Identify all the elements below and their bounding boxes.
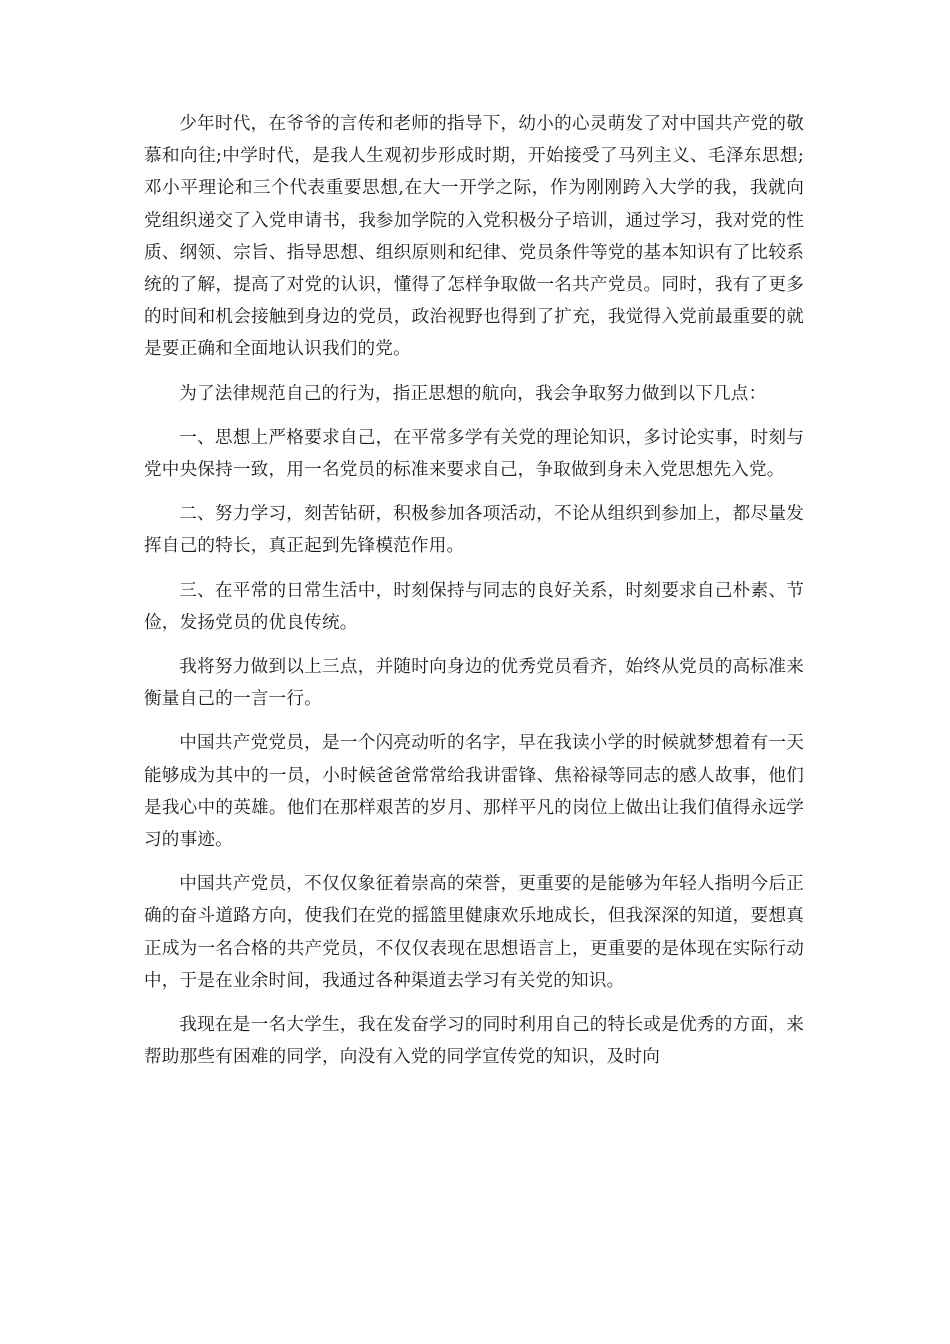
- paragraph-6: 我将努力做到以上三点，并随时向身边的优秀党员看齐，始终从党员的高标准来衡量自己的一言一行。: [144, 657, 804, 710]
- paragraph-7: 中国共产党党员，是一个闪亮动听的名字，早在我读小学的时候就梦想着有一天能够成为其中的一员，小时候爸爸常常给我讲雷锋、焦裕禄等同志的感人故事，他们是我心中的英雄。他们在那样艰苦的岁月、那样平凡的岗位上做出让我们值得永远学习的事迹。: [144, 733, 804, 851]
- paragraph-4: 二、努力学习，刻苦钻研，积极参加各项活动，不论从组织到参加上，都尽量发挥自己的特长，真正起到先锋模范作用。: [144, 504, 804, 557]
- paragraph-9: 我现在是一名大学生，我在发奋学习的同时利用自己的特长或是优秀的方面，来帮助那些有困难的同学，向没有入党的同学宣传党的知识，及时向: [144, 1015, 804, 1068]
- paragraph-5: 三、在平常的日常生活中，时刻保持与同志的良好关系，时刻要求自己朴素、节俭，发扬党员的优良传统。: [144, 580, 804, 633]
- document-page: [144, 108, 804, 1085]
- paragraph-8: 中国共产党员，不仅仅象征着崇高的荣誉，更重要的是能够为年轻人指明今后正确的奋斗道路方向，使我们在党的摇篮里健康欢乐地成长，但我深深的知道，要想真正成为一名合格的共产党员，不仅仅表现在思想语言上，更重要的是体现在实际行动中，于是在业余时间，我通过各种渠道去学习有关党的知识。: [144, 874, 804, 991]
- paragraph-1: 少年时代，在爷爷的言传和老师的指导下，幼小的心灵萌发了对中国共产党的敬慕和向往;中学时代，是我人生观初步形成时期，开始接受了马列主义、毛泽东思想;邓小平理论和三个代表重要思想,在大一开学之际，作为刚刚跨入大学的我，我就向党组织递交了入党申请书，我参加学院的入党积极分子培训，通过学习，我对党的性质、纲领、宗旨、指导思想、组织原则和纪律、党员条件等党的基本知识有了比较系统的了解，提高了对党的认识，懂得了怎样争取做一名共产党员。同时，我有了更多的时间和机会接触到身边的党员，政治视野也得到了扩充，我觉得入党前最重要的就是要正确和全面地认识我们的党。: [144, 114, 804, 360]
- paragraph-3: 一、思想上严格要求自己，在平常多学有关党的理论知识，多讨论实事，时刻与党中央保持一致，用一名党员的标准来要求自己，争取做到身未入党思想先入党。: [144, 427, 804, 481]
- paragraph-2: 为了法律规范自己的行为，指正思想的航向，我会争取努力做到以下几点：: [179, 383, 767, 404]
